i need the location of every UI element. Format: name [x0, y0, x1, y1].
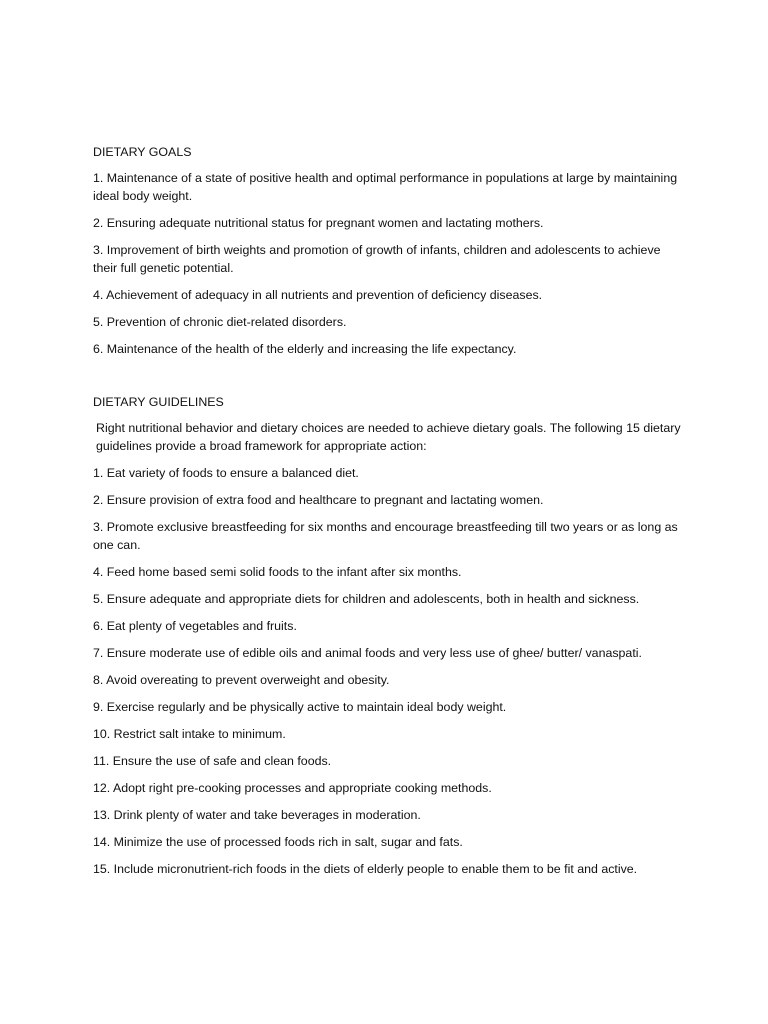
guideline-item: 1. Eat variety of foods to ensure a balanced diet.: [93, 466, 359, 480]
goal-item: 6. Maintenance of the health of the elderly and increasing the life expectancy.: [93, 342, 517, 356]
guideline-item: 12. Adopt right pre-cooking processes and appropriate cooking methods.: [93, 781, 492, 795]
guideline-item: 7. Ensure moderate use of edible oils and animal foods and very less use of ghee/ butter/ vanaspati.: [93, 646, 642, 660]
document-page: [93, 143, 683, 887]
guideline-item: 15. Include micronutrient-rich foods in the diets of elderly people to enable them to be fit and active.: [93, 862, 638, 876]
guideline-item: 5. Ensure adequate and appropriate diets for children and adolescents, both in health and sickness.: [93, 592, 640, 606]
goal-item: 4. Achievement of adequacy in all nutrients and prevention of deficiency diseases.: [93, 288, 543, 302]
guideline-item: 2. Ensure provision of extra food and healthcare to pregnant and lactating women.: [93, 493, 544, 507]
guidelines-intro: Right nutritional behavior and dietary choices are needed to achieve dietary goals. The following 15 dietary guidelines provide a broad framework for appropriate action:: [96, 421, 681, 453]
guideline-item: 8. Avoid overeating to prevent overweight and obesity.: [93, 673, 390, 687]
guideline-item: 14. Minimize the use of processed foods rich in salt, sugar and fats.: [93, 835, 463, 849]
guideline-item: 10. Restrict salt intake to minimum.: [93, 727, 286, 741]
goal-item: 2. Ensuring adequate nutritional status for pregnant women and lactating mothers.: [93, 216, 544, 230]
guideline-item: 13. Drink plenty of water and take beverages in moderation.: [93, 808, 421, 822]
guideline-item: 6. Eat plenty of vegetables and fruits.: [93, 619, 297, 633]
section-heading-guidelines: DIETARY GUIDELINES: [93, 395, 224, 409]
guideline-item: 4. Feed home based semi solid foods to the infant after six months.: [93, 565, 462, 579]
goal-item: 3. Improvement of birth weights and promotion of growth of infants, children and adolescents to achieve their full genetic potential.: [93, 243, 661, 275]
guideline-item: 3. Promote exclusive breastfeeding for six months and encourage breastfeeding till two years or as long as one can.: [93, 520, 678, 552]
goal-item: 5. Prevention of chronic diet-related disorders.: [93, 315, 347, 329]
guideline-item: 9. Exercise regularly and be physically active to maintain ideal body weight.: [93, 700, 507, 714]
dietary-guidelines-section: [93, 393, 683, 878]
goal-item: 1. Maintenance of a state of positive health and optimal performance in populations at large by maintaining ideal body weight.: [93, 171, 678, 203]
dietary-goals-section: [93, 143, 683, 358]
section-spacer: [93, 367, 683, 393]
section-heading-goals: DIETARY GOALS: [93, 145, 192, 159]
guideline-item: 11. Ensure the use of safe and clean foods.: [93, 754, 332, 768]
